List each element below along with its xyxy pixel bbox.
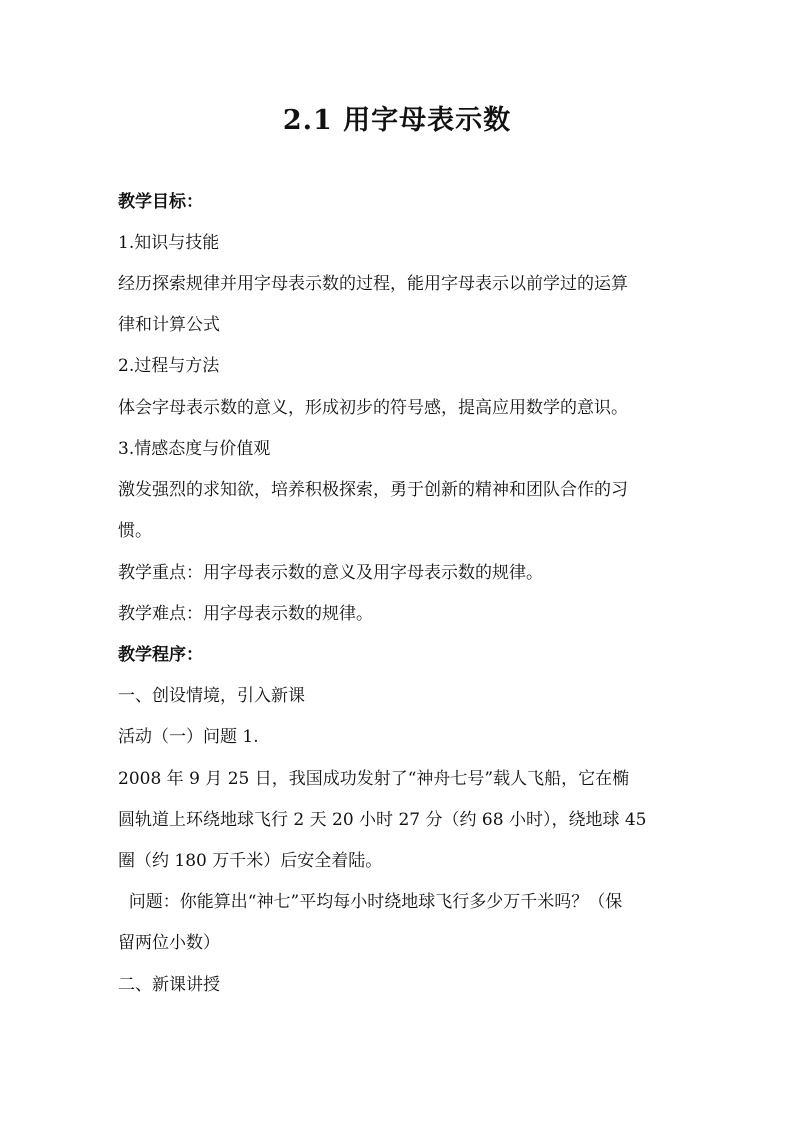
body-line: 圆轨道上环绕地球飞行 2 天 20 小时 27 分（约 68 小时），绕地球 45: [118, 810, 647, 830]
difficulty-line: 教学难点：用字母表示数的规律。: [118, 604, 373, 624]
activity-heading: 活动（一）问题 1.: [118, 727, 259, 747]
question-line: 问题：你能算出“神七”平均每小时绕地球飞行多少万千米吗？（保: [118, 892, 623, 912]
section-heading-objectives: 教学目标：: [118, 192, 203, 212]
body-line: 激发强烈的求知欲，培养积极探索，勇于创新的精神和团队合作的习: [118, 480, 628, 500]
body-line: 惯。: [118, 521, 152, 541]
body-line: 2008 年 9 月 25 日，我国成功发射了“神舟七号”载人飞船，它在椭: [118, 769, 630, 789]
subheading-knowledge: 1.知识与技能: [118, 233, 220, 253]
section-heading-procedure: 教学程序：: [118, 645, 203, 665]
body-line: 圈（约 180 万千米）后安全着陆。: [118, 851, 383, 871]
subheading-attitude: 3.情感态度与价值观: [118, 439, 271, 459]
body-line: 体会字母表示数的意义，形成初步的符号感，提高应用数学的意识。: [118, 398, 628, 418]
step-heading-2: 二、新课讲授: [118, 975, 220, 995]
body-line: 留两位小数）: [118, 933, 220, 953]
body-line: 经历探索规律并用字母表示数的过程，能用字母表示以前学过的运算: [118, 274, 628, 294]
key-point-line: 教学重点：用字母表示数的意义及用字母表示数的规律。: [118, 563, 543, 583]
step-heading-1: 一、创设情境，引入新课: [118, 686, 305, 706]
page-title: 2.1 用字母表示数: [282, 105, 512, 136]
body-line: 律和计算公式: [118, 315, 220, 335]
subheading-process: 2.过程与方法: [118, 356, 220, 376]
